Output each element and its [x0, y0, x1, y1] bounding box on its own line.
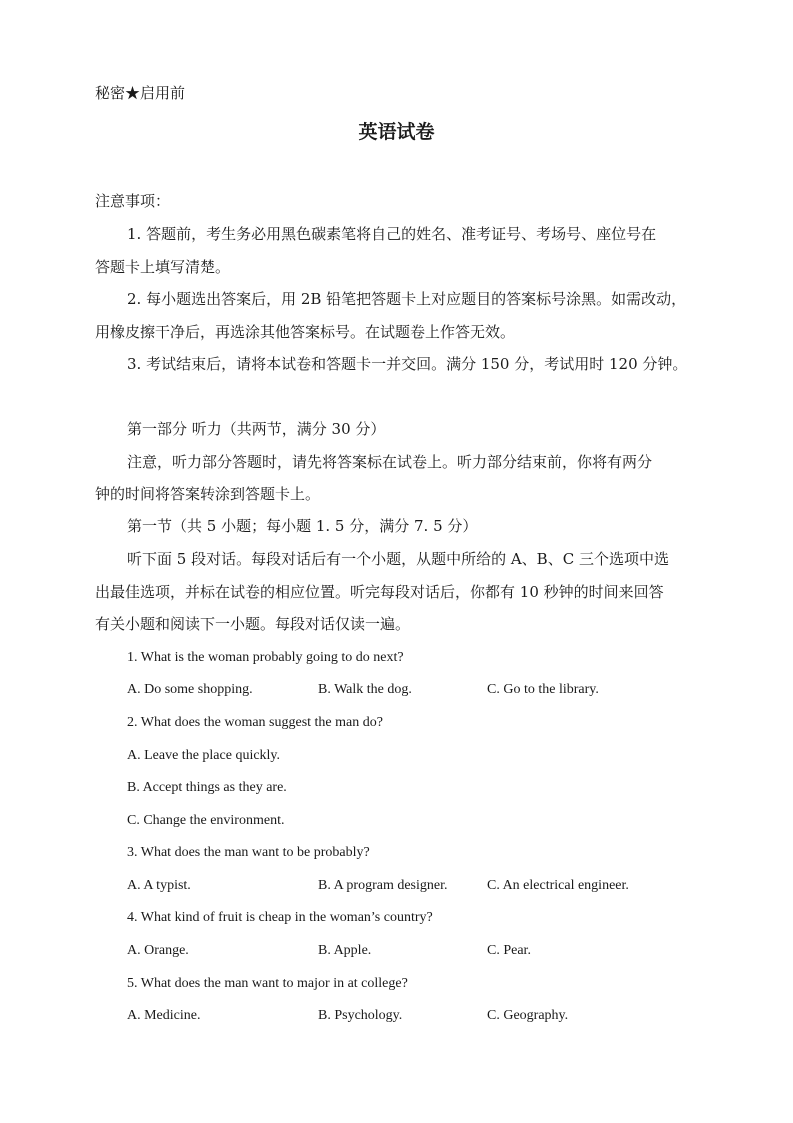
question-3-stem: 3. What does the man want to be probably? — [127, 845, 370, 860]
page-title: 英语试卷 — [358, 121, 435, 143]
question-1-option-a: A. Do some shopping. — [127, 682, 253, 697]
section1-heading: 第一节（共 5 小题；每小题 1. 5 分，满分 7. 5 分） — [127, 517, 478, 535]
question-5-option-b: B. Psychology. — [318, 1008, 403, 1023]
question-1-option-c: C. Go to the library. — [487, 682, 599, 697]
question-4-option-c: C. Pear. — [487, 943, 531, 958]
section1-instr-line-1: 听下面 5 段对话。每段对话后有一个小题，从题中所给的 A、B、C 三个选项中选 — [127, 550, 669, 568]
notes-item-1-line-1: 1. 答题前，考生务必用黑色碳素笔将自己的姓名、准考证号、考场号、座位号在 — [127, 225, 657, 243]
notes-item-1-line-2: 答题卡上填写清楚。 — [95, 258, 231, 276]
question-2-option-b: B. Accept things as they are. — [127, 780, 287, 795]
question-5-option-c: C. Geography. — [487, 1008, 569, 1023]
question-2-stem: 2. What does the woman suggest the man do? — [127, 715, 383, 730]
question-3-option-b: B. A program designer. — [318, 878, 448, 893]
question-2-option-a: A. Leave the place quickly. — [127, 748, 281, 763]
notes-item-2-line-1: 2. 每小题选出答案后，用 2B 铅笔把答题卡上对应题目的答案标号涂黑。如需改动， — [127, 290, 687, 308]
notes-heading: 注意事项： — [95, 192, 171, 210]
question-4-option-a: A. Orange. — [127, 943, 189, 958]
question-1-stem: 1. What is the woman probably going to do next? — [127, 650, 404, 665]
question-3-option-c: C. An electrical engineer. — [487, 878, 629, 893]
part1-heading: 第一部分 听力（共两节，满分 30 分） — [127, 420, 386, 438]
question-5-stem: 5. What does the man want to major in at college? — [127, 976, 408, 991]
section1-instr-line-3: 有关小题和阅读下一小题。每段对话仅读一遍。 — [95, 615, 411, 633]
notes-item-3-line-1: 3. 考试结束后，请将本试卷和答题卡一并交回。满分 150 分，考试用时 120 分钟。 — [127, 355, 688, 373]
question-3-option-a: A. A typist. — [127, 878, 191, 893]
part1-note-line-2: 钟的时间将答案转涂到答题卡上。 — [95, 485, 321, 503]
part1-note-line-1: 注意，听力部分答题时，请先将答案标在试卷上。听力部分结束前，你将有两分 — [127, 453, 653, 471]
notes-item-2-line-2: 用橡皮擦干净后，再选涂其他答案标号。在试题卷上作答无效。 — [95, 323, 516, 341]
question-2-option-c: C. Change the environment. — [127, 813, 285, 828]
question-4-option-b: B. Apple. — [318, 943, 372, 958]
question-5-option-a: A. Medicine. — [127, 1008, 201, 1023]
question-1-option-b: B. Walk the dog. — [318, 682, 412, 697]
question-4-stem: 4. What kind of fruit is cheap in the woman’s country? — [127, 910, 433, 925]
section1-instr-line-2: 出最佳选项，并标在试卷的相应位置。听完每段对话后，你都有 10 秒钟的时间来回答 — [95, 583, 664, 601]
confidential-label: 秘密★启用前 — [95, 84, 186, 102]
